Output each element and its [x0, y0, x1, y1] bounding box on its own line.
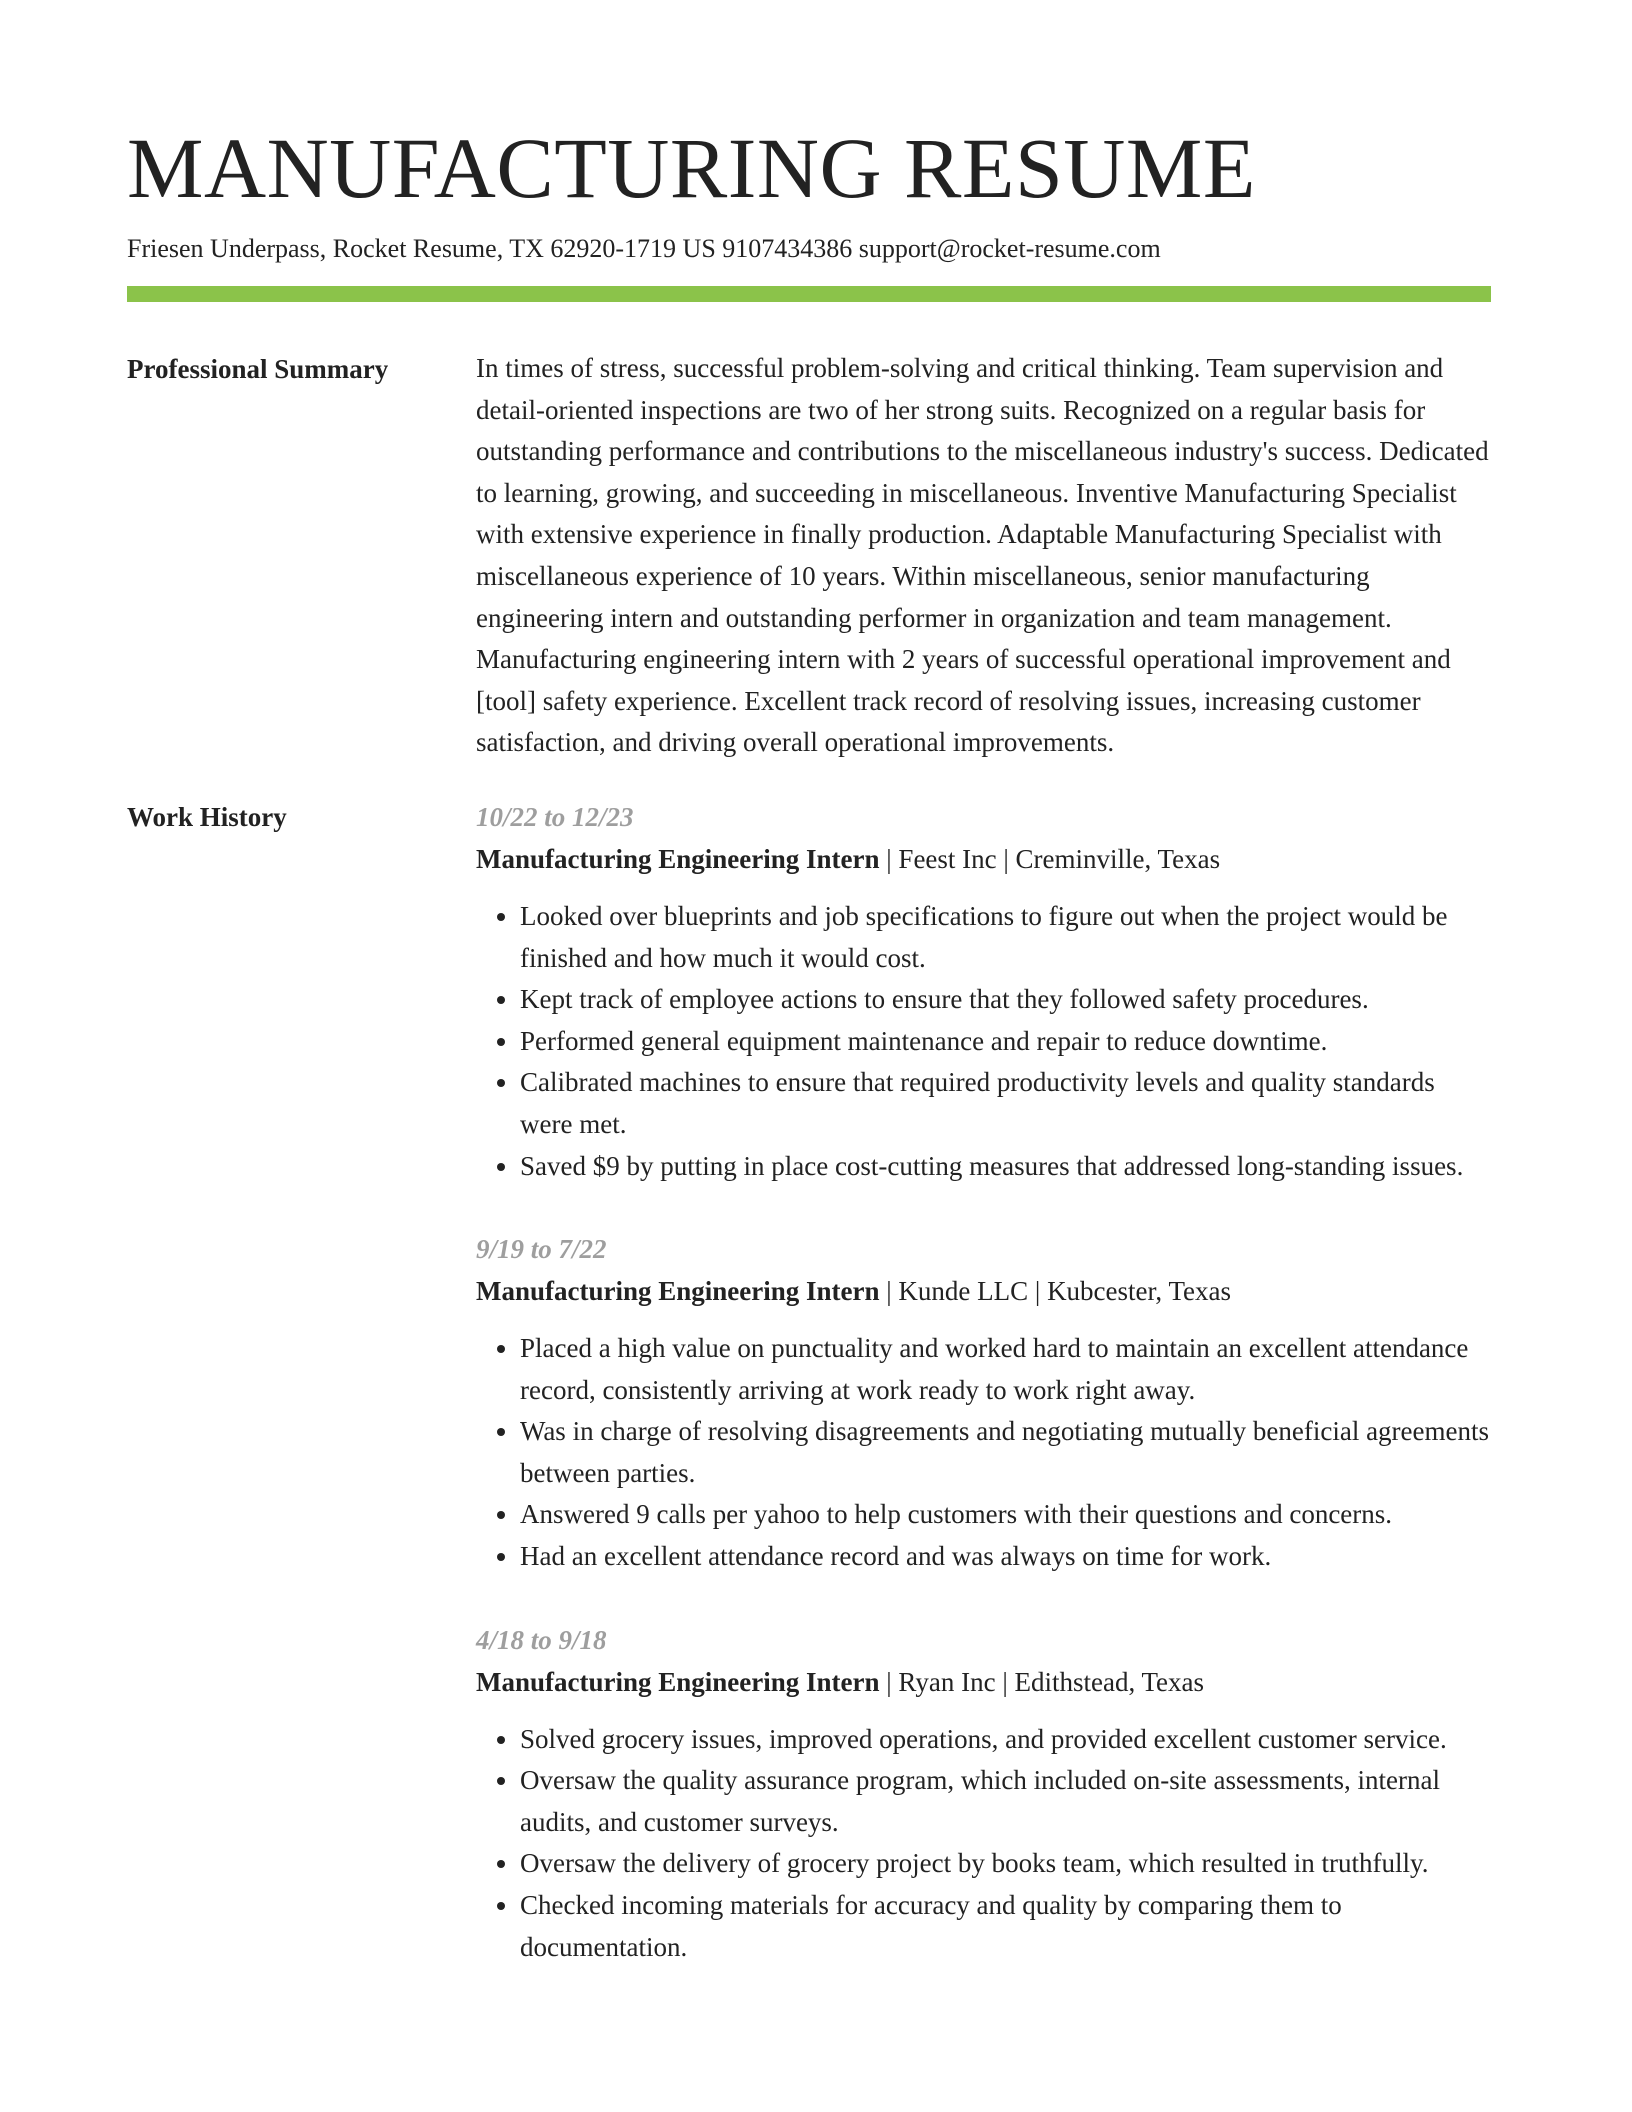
- job-bullet: • Checked incoming materials for accuracy and quality by comparing them to documentation.: [520, 1885, 1491, 1968]
- resume-title: MANUFACTURING RESUME: [127, 120, 1256, 216]
- job-bullets: [476, 1719, 1491, 1969]
- job-location: Edithstead, Texas: [1014, 1666, 1205, 1697]
- job-dates: 10/22 to 12/23: [476, 801, 634, 832]
- section-label-summary: Professional Summary: [127, 354, 389, 384]
- job-bullet: • Calibrated machines to ensure that required productivity levels and quality standards were met.: [520, 1062, 1491, 1145]
- separator: |: [879, 1276, 899, 1307]
- separator: |: [879, 843, 899, 874]
- job-bullet: • Was in charge of resolving disagreements and negotiating mutually beneficial agreements between parties.: [520, 1411, 1491, 1494]
- summary-body: [476, 348, 1491, 764]
- job-entry: [476, 1619, 1491, 1969]
- separator: |: [879, 1666, 899, 1697]
- job-bullet: • Placed a high value on punctuality and worked hard to maintain an excellent attendance record, consistently arriving at work ready to work right away.: [520, 1328, 1491, 1411]
- work-history-body: [476, 796, 1491, 2009]
- job-bullet: • Saved $9 by putting in place cost-cutting measures that addressed long-standing issues.: [520, 1146, 1491, 1188]
- job-entry: [476, 796, 1491, 1187]
- work-history-section: [127, 796, 1491, 2009]
- job-entry: [476, 1228, 1491, 1578]
- job-location: Creminville, Texas: [1015, 843, 1221, 874]
- job-title: Manufacturing Engineering Intern: [476, 843, 880, 874]
- job-bullets: [476, 896, 1491, 1187]
- job-bullet: • Oversaw the quality assurance program, which included on-site assessments, internal audits, and customer surveys.: [520, 1760, 1491, 1843]
- job-title-line: [476, 838, 1491, 880]
- resume-page: [127, 118, 1491, 2009]
- summary-text: In times of stress, successful problem-solving and critical thinking. Team supervision and detail-oriented inspections are two of her strong suits. Recognized on a regular basis for outstanding performance and contributions to the miscellaneous industry's success. Dedicated to learning, growing, and succeeding in miscellaneous. Inventive Manufacturing Specialist with extensive experience in finally production. Adaptable Manufacturing Specialist with miscellaneous experience of 10 years. Within miscellaneous, senior manufacturing engineering intern and outstanding performer in organization and team management. Manufacturing engineering intern with 2 years of successful operational improvement and [tool] safety experience. Excellent track record of resolving issues, increasing customer satisfaction, and driving overall operational improvements.: [476, 353, 1489, 758]
- job-bullet: • Had an excellent attendance record and was always on time for work.: [520, 1536, 1491, 1578]
- job-location: Kubcester, Texas: [1047, 1276, 1232, 1307]
- job-bullet: • Answered 9 calls per yahoo to help customers with their questions and concerns.: [520, 1494, 1491, 1536]
- accent-divider: [127, 286, 1491, 302]
- job-company: Kunde LLC: [898, 1276, 1029, 1307]
- job-title-line: [476, 1661, 1491, 1703]
- job-dates: 9/19 to 7/22: [476, 1234, 607, 1265]
- job-company: Ryan Inc: [898, 1666, 996, 1697]
- job-title: Manufacturing Engineering Intern: [476, 1666, 880, 1697]
- job-bullet: • Looked over blueprints and job specifications to figure out when the project would be finished and how much it would cost.: [520, 896, 1491, 979]
- separator: |: [1028, 1276, 1048, 1307]
- job-bullet: • Performed general equipment maintenance and repair to reduce downtime.: [520, 1021, 1491, 1063]
- job-bullet: • Solved grocery issues, improved operations, and provided excellent customer service.: [520, 1719, 1491, 1761]
- job-bullets: [476, 1328, 1491, 1578]
- job-company: Feest Inc: [898, 843, 997, 874]
- job-title: Manufacturing Engineering Intern: [476, 1276, 880, 1307]
- separator: |: [995, 1666, 1015, 1697]
- separator: |: [996, 843, 1016, 874]
- professional-summary-section: [127, 348, 1491, 764]
- section-label-work-history: Work History: [127, 801, 287, 832]
- job-title-line: [476, 1270, 1491, 1312]
- contact-line: Friesen Underpass, Rocket Resume, TX 62920-1719 US 9107434386 support@rocket-resume.com: [127, 234, 1161, 263]
- job-dates: 4/18 to 9/18: [476, 1624, 607, 1655]
- job-bullet: • Oversaw the delivery of grocery project by books team, which resulted in truthfully.: [520, 1843, 1491, 1885]
- job-bullet: • Kept track of employee actions to ensure that they followed safety procedures.: [520, 979, 1491, 1021]
